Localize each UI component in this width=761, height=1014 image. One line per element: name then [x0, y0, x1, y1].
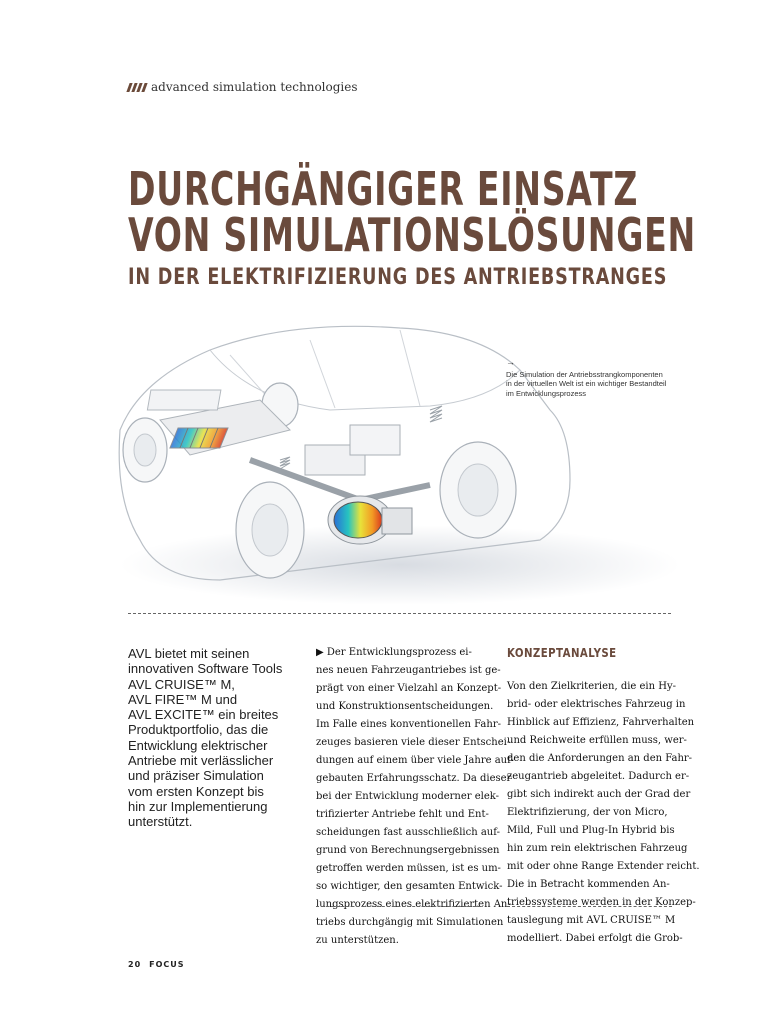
body-line: und Reichweite erfüllen muss, wer- [507, 735, 687, 746]
section-tag [128, 80, 358, 94]
lead-paragraph [128, 646, 293, 830]
body-line: tauslegung mit AVL CRUISE™ M [507, 915, 676, 926]
car-powertrain-illustration [100, 310, 680, 610]
tag-bars-icon [128, 83, 146, 92]
lead-line: Antriebe mit verlässlicher [128, 753, 274, 769]
lead-line: AVL FIRE™ M und [128, 691, 238, 707]
headline-line-1: DURCHGÄNGIGER EINSATZ [128, 162, 639, 216]
body-line: Mild, Full und Plug-In Hybrid bis [507, 825, 675, 836]
column-end-rule [316, 906, 481, 907]
body-line: bei der Entwicklung moderner elek- [316, 791, 500, 802]
lead-line: und präziser Simulation [128, 768, 264, 784]
headline-line-2: VON SIMULATIONSLÖSUNGEN [128, 208, 696, 262]
body-line: grund von Berechnungsergebnissen [316, 845, 500, 856]
caption-line: in der virtuellen Welt ist ein wichtiger Bestandteil [506, 379, 667, 388]
caption-line: Die Simulation der Antriebsstrangkomponenten [506, 369, 663, 379]
body-line: Hinblick auf Effizienz, Fahrverhalten [507, 717, 695, 728]
article-headline [128, 162, 696, 290]
body-line: den die Anforderungen an den Fahr- [507, 753, 693, 764]
page-footer [128, 960, 185, 969]
lead-line: AVL CRUISE™ M, [128, 676, 235, 692]
body-line: Im Falle eines konventionellen Fahr- [316, 719, 501, 730]
body-line: scheidungen fast ausschließlich auf- [316, 827, 500, 838]
body-line: Die in Betracht kommenden An- [507, 879, 670, 890]
magazine-name: FOCUS [149, 960, 185, 969]
body-column-right [507, 678, 700, 948]
body-line: Elektrifizierung, der von Micro, [507, 807, 668, 818]
lead-line: Produktportfolio, das die [128, 722, 269, 738]
body-line: prägt von einer Vielzahl an Konzept- [316, 683, 502, 694]
caption-arrow-icon: → [506, 357, 515, 367]
lead-line: vom ersten Konzept bis [128, 783, 264, 799]
section-tag-label: advanced simulation technologies [151, 80, 358, 94]
body-line: so wichtiger, den gesamten Entwick- [316, 881, 503, 892]
figure-caption [506, 358, 681, 398]
body-line: triebs durchgängig mit Simulationen [316, 917, 504, 928]
body-line: hin zum rein elektrischen Fahrzeug [507, 843, 688, 854]
lead-line: hin zur Implementierung [128, 798, 268, 814]
body-line: Von den Zielkriterien, die ein Hy- [507, 681, 676, 692]
body-line: mit oder ohne Range Extender reicht. [507, 861, 700, 872]
body-line: getroffen werden müssen, ist es um- [316, 863, 501, 874]
body-line: trifizierter Antriebe fehlt und Ent- [316, 809, 489, 820]
body-line: und Konstruktionsentscheidungen. [316, 701, 494, 712]
lead-line: innovativen Software Tools [128, 661, 283, 677]
body-line: zeugantrieb abgeleitet. Dadurch er- [507, 771, 690, 782]
lead-line: AVL bietet mit seinen [128, 646, 250, 661]
body-line: dungen auf einem über viele Jahre auf- [316, 755, 514, 766]
body-line: brid- oder elektrisches Fahrzeug in [507, 699, 686, 710]
lead-line: AVL EXCITE™ ein breites [128, 707, 279, 723]
lead-line: unterstützt. [128, 814, 193, 830]
page-number: 20 [128, 960, 142, 969]
body-line: gibt sich indirekt auch der Grad der [507, 789, 691, 800]
body-line: triebssysteme werden in der Konzep- [507, 897, 696, 908]
subheading: KONZEPTANALYSE [507, 646, 617, 660]
body-line: zeuges basieren viele dieser Entschei- [316, 737, 511, 748]
body-line: zu unterstützen. [316, 935, 399, 946]
body-line: modelliert. Dabei erfolgt die Grob- [507, 933, 683, 944]
caption-line: im Entwicklungsprozess [506, 388, 587, 398]
lead-line: Entwicklung elektrischer [128, 737, 268, 753]
figure-divider [128, 613, 671, 614]
body-line: gebauten Erfahrungsschatz. Da dieser [316, 773, 512, 784]
body-line: lungsprozess eines elektrifizierten An- [316, 899, 511, 910]
column-end-rule [507, 906, 672, 907]
body-line: ▶ Der Entwicklungsprozess ei- [316, 647, 472, 658]
body-column-middle [316, 644, 514, 950]
body-line: nes neuen Fahrzeugantriebes ist ge- [316, 665, 501, 676]
headline-subtitle: IN DER ELEKTRIFIZIERUNG DES ANTRIEBSTRANGES [128, 265, 668, 290]
